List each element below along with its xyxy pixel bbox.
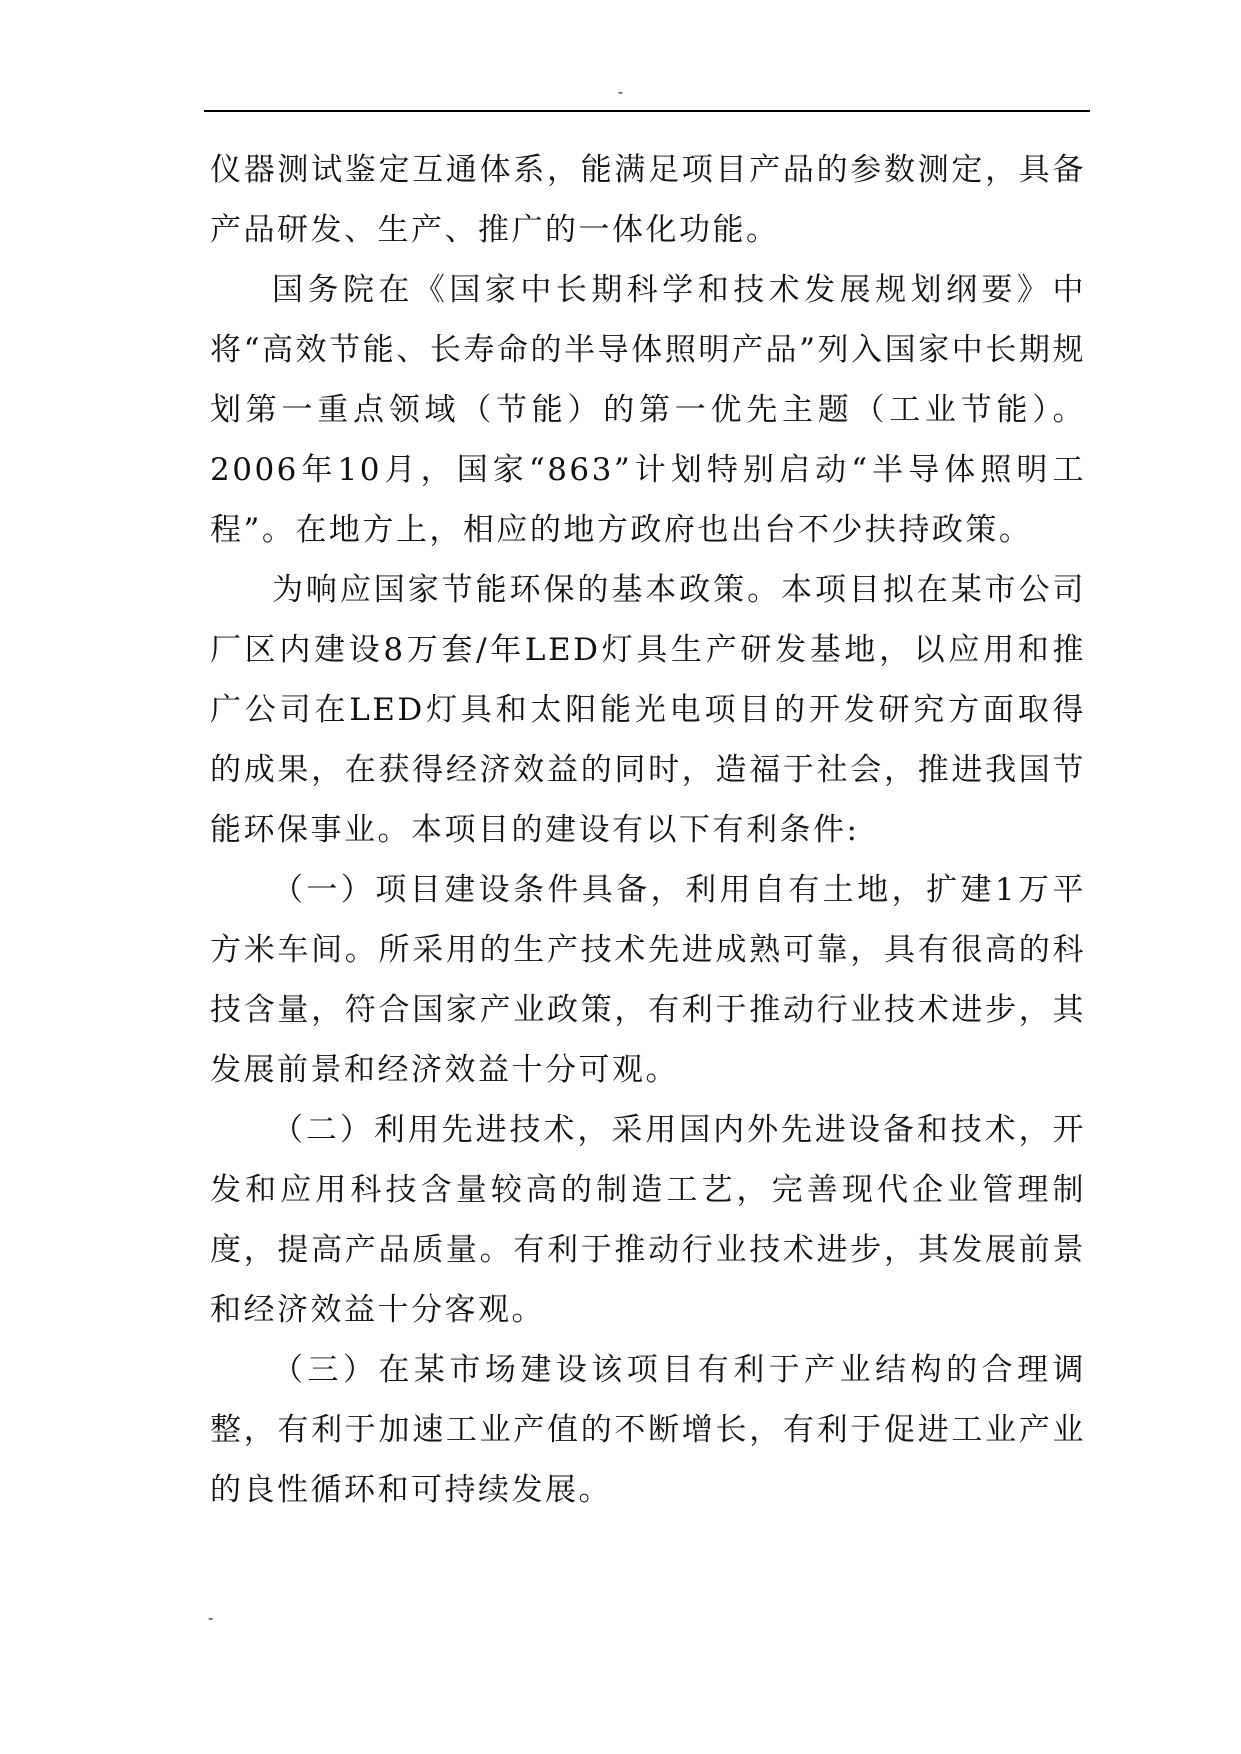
header-rule — [204, 110, 1090, 112]
paragraph-condition-1: （一）项目建设条件具备，利用自有土地，扩建1万平方米车间。所采用的生产技术先进成熟可靠，具有很高的科技含量，符合国家产业政策，有利于推动行业技术进步，其发展前景和经济效益十分可观。 — [210, 872, 1086, 1088]
document-body — [210, 140, 1086, 1520]
paragraph-condition-3: （三）在某市场建设该项目有利于产业结构的合理调整，有利于加速工业产值的不断增长，有利于促进工业产业的良性循环和可持续发展。 — [210, 1352, 1086, 1508]
page-footer-mark: - — [208, 1608, 214, 1627]
page-header-mark: - — [617, 82, 624, 101]
paragraph-continuation: 仪器测试鉴定互通体系，能满足项目产品的参数测定，具备产品研发、生产、推广的一体化功能。 — [210, 152, 1086, 248]
paragraph-condition-2: （二）利用先进技术，采用国内外先进设备和技术，开发和应用科技含量较高的制造工艺，完善现代企业管理制度，提高产品质量。有利于推动行业技术进步，其发展前景和经济效益十分客观。 — [210, 1112, 1086, 1328]
paragraph-national-policy: 国务院在《国家中长期科学和技术发展规划纲要》中将“高效节能、长寿命的半导体照明产品”列入国家中长期规划第一重点领域（节能）的第一优先主题（工业节能）。2006年10月，国家“863”计划特别启动“半导体照明工程”。在地方上，相应的地方政府也出台不少扶持政策。 — [210, 272, 1086, 548]
paragraph-project-overview: 为响应国家节能环保的基本政策。本项目拟在某市公司厂区内建设8万套/年LED灯具生产研发基地，以应用和推广公司在LED灯具和太阳能光电项目的开发研究方面取得的成果，在获得经济效益的同时，造福于社会，推进我国节能环保事业。本项目的建设有以下有利条件: — [210, 572, 1086, 848]
